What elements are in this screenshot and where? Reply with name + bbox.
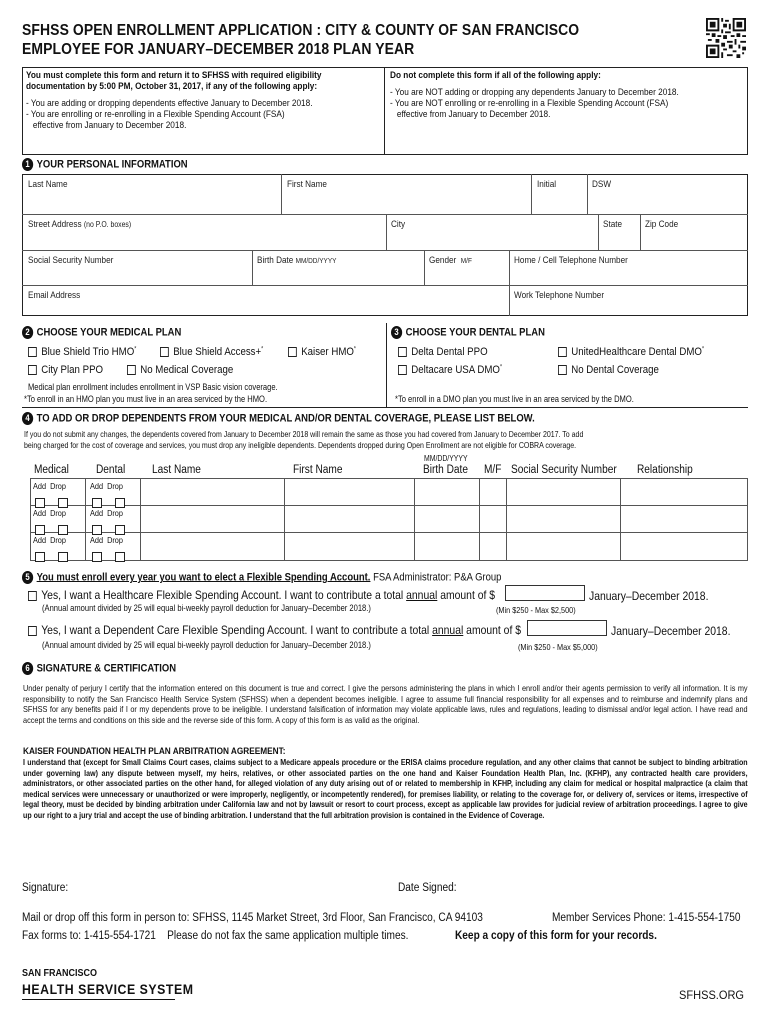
amount-of: amount of $	[466, 623, 522, 637]
checkbox[interactable]	[288, 347, 297, 357]
checkbox[interactable]	[28, 347, 37, 357]
footnote-mark: *	[134, 346, 137, 353]
dc-limits: (Min $250 - Max $5,000)	[518, 642, 598, 652]
dental-note: *To enroll in a DMO plan you must live in an area serviced by the DMO.	[395, 394, 634, 404]
drop-label: Drop	[107, 508, 123, 518]
add-checkbox[interactable]	[92, 525, 102, 535]
street-note: (no P.O. boxes)	[83, 220, 132, 229]
birth-format: MM/DD/YYYY	[295, 256, 337, 265]
org-name-large: HEALTH SERVICE SYSTEM	[22, 981, 194, 997]
option-label: No Dental Coverage	[571, 364, 659, 376]
section-number: 1	[22, 158, 33, 171]
section-number: 4	[22, 412, 33, 425]
option-label: Kaiser HMO	[301, 346, 354, 358]
medical-option-blue-shield-access[interactable]	[160, 346, 263, 358]
home-phone-field[interactable]: Home / Cell Telephone Number	[514, 255, 628, 266]
right-item: - You are NOT enrolling or re-enrolling in a Flexible Spending Account (FSA)	[390, 98, 669, 109]
option-label: City Plan PPO	[41, 364, 104, 376]
work-phone-field[interactable]: Work Telephone Number	[514, 290, 605, 301]
mail-address: Mail or drop off this form in person to: SFHSS, 1145 Market Street, 3rd Floor, San Francisco, CA 94103	[22, 912, 483, 924]
street-label: Street Address	[28, 219, 82, 230]
intro-line: If you do not submit any changes, the dependents covered from January to December 2018 will remain the same as those you had covered from January to December 2017. To add	[24, 429, 584, 439]
checkbox[interactable]	[127, 365, 136, 375]
section-title: YOUR PERSONAL INFORMATION	[36, 158, 188, 171]
instructions-left-items	[26, 98, 313, 131]
dental-option-unitedhealthcare[interactable]	[558, 346, 704, 358]
section-4-heading	[22, 412, 535, 425]
zip-code-field[interactable]: Zip Code	[645, 219, 679, 230]
add-label: Add	[90, 481, 104, 491]
drop-label: Drop	[107, 481, 123, 491]
instructions-right-head: Do not complete this form if all of the following apply:	[390, 70, 601, 81]
last-name-field[interactable]: Last Name	[28, 179, 68, 190]
hc-period: January–December 2018.	[589, 589, 709, 603]
amount-of: amount of $	[440, 588, 496, 602]
add-checkbox[interactable]	[35, 525, 45, 535]
dc-period: January–December 2018.	[611, 624, 731, 638]
section-title: TO ADD OR DROP DEPENDENTS FROM YOUR MEDICAL AND/OR DENTAL COVERAGE, PLEASE LIST BELOW.	[36, 412, 535, 425]
dc-note: (Annual amount divided by 25 will equal bi-weekly payroll deduction for January–December 2018.)	[42, 640, 371, 650]
add-label: Add	[90, 535, 104, 545]
kaiser-text: I understand that (except for Small Claims Court cases, claims subject to a Medicare appeals procedure or the ERISA claims procedure regulation, and any other claims that cannot be subject to binding arbitration under governing law) any dispute between myself, my heirs, relatives, or other associated parties on the one hand and Kaiser Foundation Health Plan, Inc. (KFHP), any contracted health care providers, administrators, or other associated parties on the other hand, for alleged violation of any duty arising out of or related to membership in KFHP, including any claim for medical or hospital malpractice (a claim that medical services were unnecessary or unauthorized or were improperly, negligently, or incompetently rendered), for premises liability, or relating to the coverage for, or delivery of, services or items, irrespective of legal theory, must be decided by binding arbitration under California law and not by lawsuit or resort to court process, except as applicable law provides for judicial review of arbitration proceedings. I agree to give up our right to a jury trial and accept the use of binding arbitration. I understand that the full arbitration provision is contained in the Evidence of Coverage.	[23, 758, 748, 820]
qr-code-icon	[706, 18, 746, 58]
state-field[interactable]: State	[603, 219, 623, 230]
col-ssn: Social Security Number	[511, 464, 617, 476]
medical-note-1: Medical plan enrollment includes enrollment in VSP Basic vision coverage.	[28, 382, 278, 392]
dsw-field[interactable]: DSW	[592, 179, 612, 190]
form-title	[22, 21, 579, 59]
option-label: Deltacare USA DMO	[411, 364, 500, 376]
instructions-left-head	[26, 70, 322, 92]
option-label: Blue Shield Trio HMO	[41, 346, 135, 358]
date-signed-field[interactable]: Date Signed:	[398, 882, 457, 894]
website-link[interactable]: SFHSS.ORG	[679, 988, 745, 1002]
instructions-right-items	[390, 87, 679, 120]
medical-option-no-coverage[interactable]	[127, 364, 233, 376]
checkbox[interactable]	[558, 347, 567, 357]
hc-amount-input[interactable]	[505, 585, 585, 601]
left-item: - You are adding or dropping dependents effective January to December 2018.	[26, 98, 313, 109]
drop-checkbox[interactable]	[115, 552, 125, 562]
initial-field[interactable]: Initial	[537, 179, 557, 190]
section-number: 3	[391, 326, 402, 339]
col-medical: Medical	[34, 464, 69, 476]
add-label: Add	[33, 535, 47, 545]
checkbox[interactable]	[558, 365, 567, 375]
checkbox[interactable]	[28, 365, 37, 375]
drop-label: Drop	[50, 481, 66, 491]
option-label: UnitedHealthcare Dental DMO	[571, 346, 702, 358]
add-checkbox[interactable]	[92, 552, 102, 562]
dental-option-delta-ppo[interactable]	[398, 346, 488, 358]
fsa-healthcare-option[interactable]	[28, 588, 495, 602]
title-line-2: EMPLOYEE FOR JANUARY–DECEMBER 2018 PLAN YEAR	[22, 41, 415, 58]
checkbox[interactable]	[398, 365, 407, 375]
right-item: - You are NOT adding or dropping any dependents January to December 2018.	[390, 87, 679, 98]
medical-option-kaiser[interactable]	[288, 346, 356, 358]
title-line-1: SFHSS OPEN ENROLLMENT APPLICATION : CITY & COUNTY OF SAN FRANCISCO	[22, 22, 580, 39]
drop-label: Drop	[50, 535, 66, 545]
checkbox[interactable]	[28, 626, 37, 636]
right-item: effective from January to December 2018.	[390, 109, 551, 120]
checkbox[interactable]	[28, 591, 37, 601]
section-1-heading	[22, 158, 188, 171]
drop-checkbox[interactable]	[115, 525, 125, 535]
fsa-dependent-care-option[interactable]	[28, 623, 521, 637]
section-number: 2	[22, 326, 33, 339]
left-head-line-1: You must complete this form and return it to SFHSS with required eligibility	[26, 70, 322, 81]
dependent-birth-format: MM/DD/YYYY	[424, 454, 468, 463]
footnote-mark: *	[261, 346, 264, 353]
section-number: 5	[22, 571, 33, 584]
section-6-heading	[22, 662, 176, 675]
city-field[interactable]: City	[391, 219, 406, 230]
gender-format: M/F	[460, 256, 472, 265]
option-label: Blue Shield Access+	[173, 346, 262, 358]
left-item: effective from January to December 2018.	[26, 120, 187, 131]
add-checkbox[interactable]	[35, 552, 45, 562]
annual-word: annual	[406, 588, 438, 602]
dc-label: Yes, I want a Dependent Care Flexible Spending Account. I want to contribute a total	[41, 623, 430, 637]
left-item: - You are enrolling or re-enrolling in a Flexible Spending Account (FSA)	[26, 109, 285, 120]
col-gender: M/F	[484, 464, 502, 476]
intro-line: being charged for the cost of coverage and services, you must drop any ineligible dependents. Dependents dropped during Open Enrollment are not eligible for COBRA coverage.	[24, 439, 577, 450]
footnote-mark: *	[701, 346, 705, 353]
first-name-field[interactable]: First Name	[287, 179, 327, 190]
section-title: You must enroll every year you want to elect a Flexible Spending Account.	[36, 571, 371, 584]
option-label: Delta Dental PPO	[411, 346, 488, 358]
annual-word: annual	[432, 623, 464, 637]
gender-field[interactable]	[429, 255, 472, 266]
add-label: Add	[90, 508, 104, 518]
signature-field[interactable]: Signature:	[22, 882, 69, 894]
street-address-field[interactable]	[28, 219, 131, 230]
gender-label: Gender	[429, 255, 457, 266]
dc-amount-input[interactable]	[527, 620, 607, 636]
left-head-line-2: documentation by 5:00 PM, October 31, 2017, if any of the following apply:	[26, 81, 318, 92]
add-checkbox[interactable]	[35, 498, 45, 508]
dental-option-deltacare[interactable]	[398, 364, 502, 376]
col-birth-date: Birth Date	[423, 464, 469, 476]
col-first-name: First Name	[293, 464, 343, 476]
add-label: Add	[33, 481, 47, 491]
kaiser-title: KAISER FOUNDATION HEALTH PLAN ARBITRATION AGREEMENT:	[23, 746, 286, 757]
dependents-table	[30, 478, 748, 561]
section-3-heading	[391, 326, 545, 339]
drop-checkbox[interactable]	[115, 498, 125, 508]
org-name-small: SAN FRANCISCO	[22, 968, 98, 979]
checkbox[interactable]	[398, 347, 407, 357]
add-label: Add	[33, 508, 47, 518]
section-5-heading	[22, 571, 501, 584]
dependents-intro	[24, 429, 583, 450]
section-title: CHOOSE YOUR DENTAL PLAN	[405, 326, 545, 339]
hc-note: (Annual amount divided by 25 will equal bi-weekly payroll deduction for January–December 2018.)	[42, 603, 371, 613]
section-title: CHOOSE YOUR MEDICAL PLAN	[36, 326, 182, 339]
hc-label: Yes, I want a Healthcare Flexible Spending Account. I want to contribute a total	[41, 588, 404, 602]
section-2-heading	[22, 326, 181, 339]
birth-date-field[interactable]	[257, 255, 336, 266]
medical-note-2: *To enroll in an HMO plan you must live in an area serviced by the HMO.	[24, 394, 268, 404]
col-relationship: Relationship	[637, 464, 693, 476]
certification-text: Under penalty of perjury I certify that the information entered on this document is true and correct. I give the persons administering the plans in which I enroll and/or their agents permission to verify all information. It is my responsibility to notify the San Francisco Health Service System (SFHSS) when a dependent becomes ineligible. I agree to assume full financial responsibility for all expenses and to reimburse and indemnify plans and SFHSS for any benefits paid if I or my dependents prove to be ineligible. I understand falsification of information may violate applicable laws, rules and regulations, leading to dismissal and/or legal action. I have read and accept the terms and conditions on this side and the reverse side of this form. A copy of this form is as valid as the original.	[23, 683, 748, 725]
dental-option-no-coverage[interactable]	[558, 364, 659, 376]
birth-label: Birth Date	[257, 255, 294, 266]
fsa-administrator: FSA Administrator: P&A Group	[373, 571, 502, 584]
footnote-mark: *	[499, 364, 503, 371]
dependent-row-3-medical	[33, 535, 73, 566]
drop-checkbox[interactable]	[58, 525, 68, 535]
section-title: SIGNATURE & CERTIFICATION	[36, 662, 177, 675]
medical-option-city-plan-ppo[interactable]	[28, 364, 103, 376]
col-last-name: Last Name	[152, 464, 201, 476]
add-checkbox[interactable]	[92, 498, 102, 508]
section-number: 6	[22, 662, 33, 675]
drop-label: Drop	[50, 508, 66, 518]
ssn-field[interactable]: Social Security Number	[28, 255, 114, 266]
col-dental: Dental	[96, 464, 126, 476]
dependent-row-3-dental	[90, 535, 130, 566]
hc-limits: (Min $250 - Max $2,500)	[496, 605, 576, 615]
fax-number: Fax forms to: 1-415-554-1721 Please do not fax the same application multiple times.	[22, 930, 409, 942]
drop-label: Drop	[107, 535, 123, 545]
keep-copy-note: Keep a copy of this form for your records.	[455, 930, 657, 942]
option-label: No Medical Coverage	[140, 364, 234, 376]
checkbox[interactable]	[160, 347, 169, 357]
email-field[interactable]: Email Address	[28, 290, 81, 301]
drop-checkbox[interactable]	[58, 498, 68, 508]
medical-option-blue-shield-trio[interactable]	[28, 346, 136, 358]
member-services-phone: Member Services Phone: 1-415-554-1750	[552, 912, 741, 924]
drop-checkbox[interactable]	[58, 552, 68, 562]
footnote-mark: *	[353, 346, 356, 353]
